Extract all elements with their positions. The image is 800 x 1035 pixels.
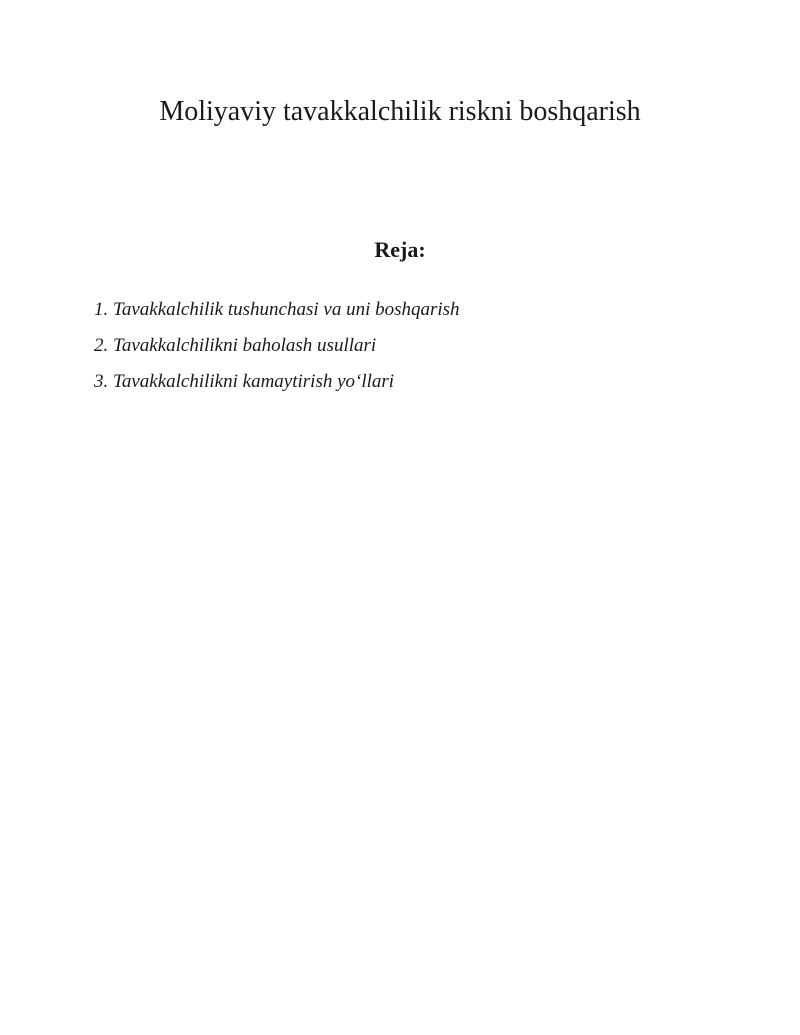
plan-item-3: 3. Tavakkalchilikni kamaytirish yo‘llari	[94, 371, 395, 392]
plan-list	[94, 298, 460, 406]
plan-heading: Reja:	[374, 237, 426, 262]
document-title: Moliyaviy tavakkalchilik riskni boshqarish	[159, 96, 641, 127]
plan-item-2: 2. Tavakkalchilikni baholash usullari	[94, 335, 377, 356]
plan-item-1: 1. Tavakkalchilik tushunchasi va uni boshqarish	[94, 299, 460, 320]
